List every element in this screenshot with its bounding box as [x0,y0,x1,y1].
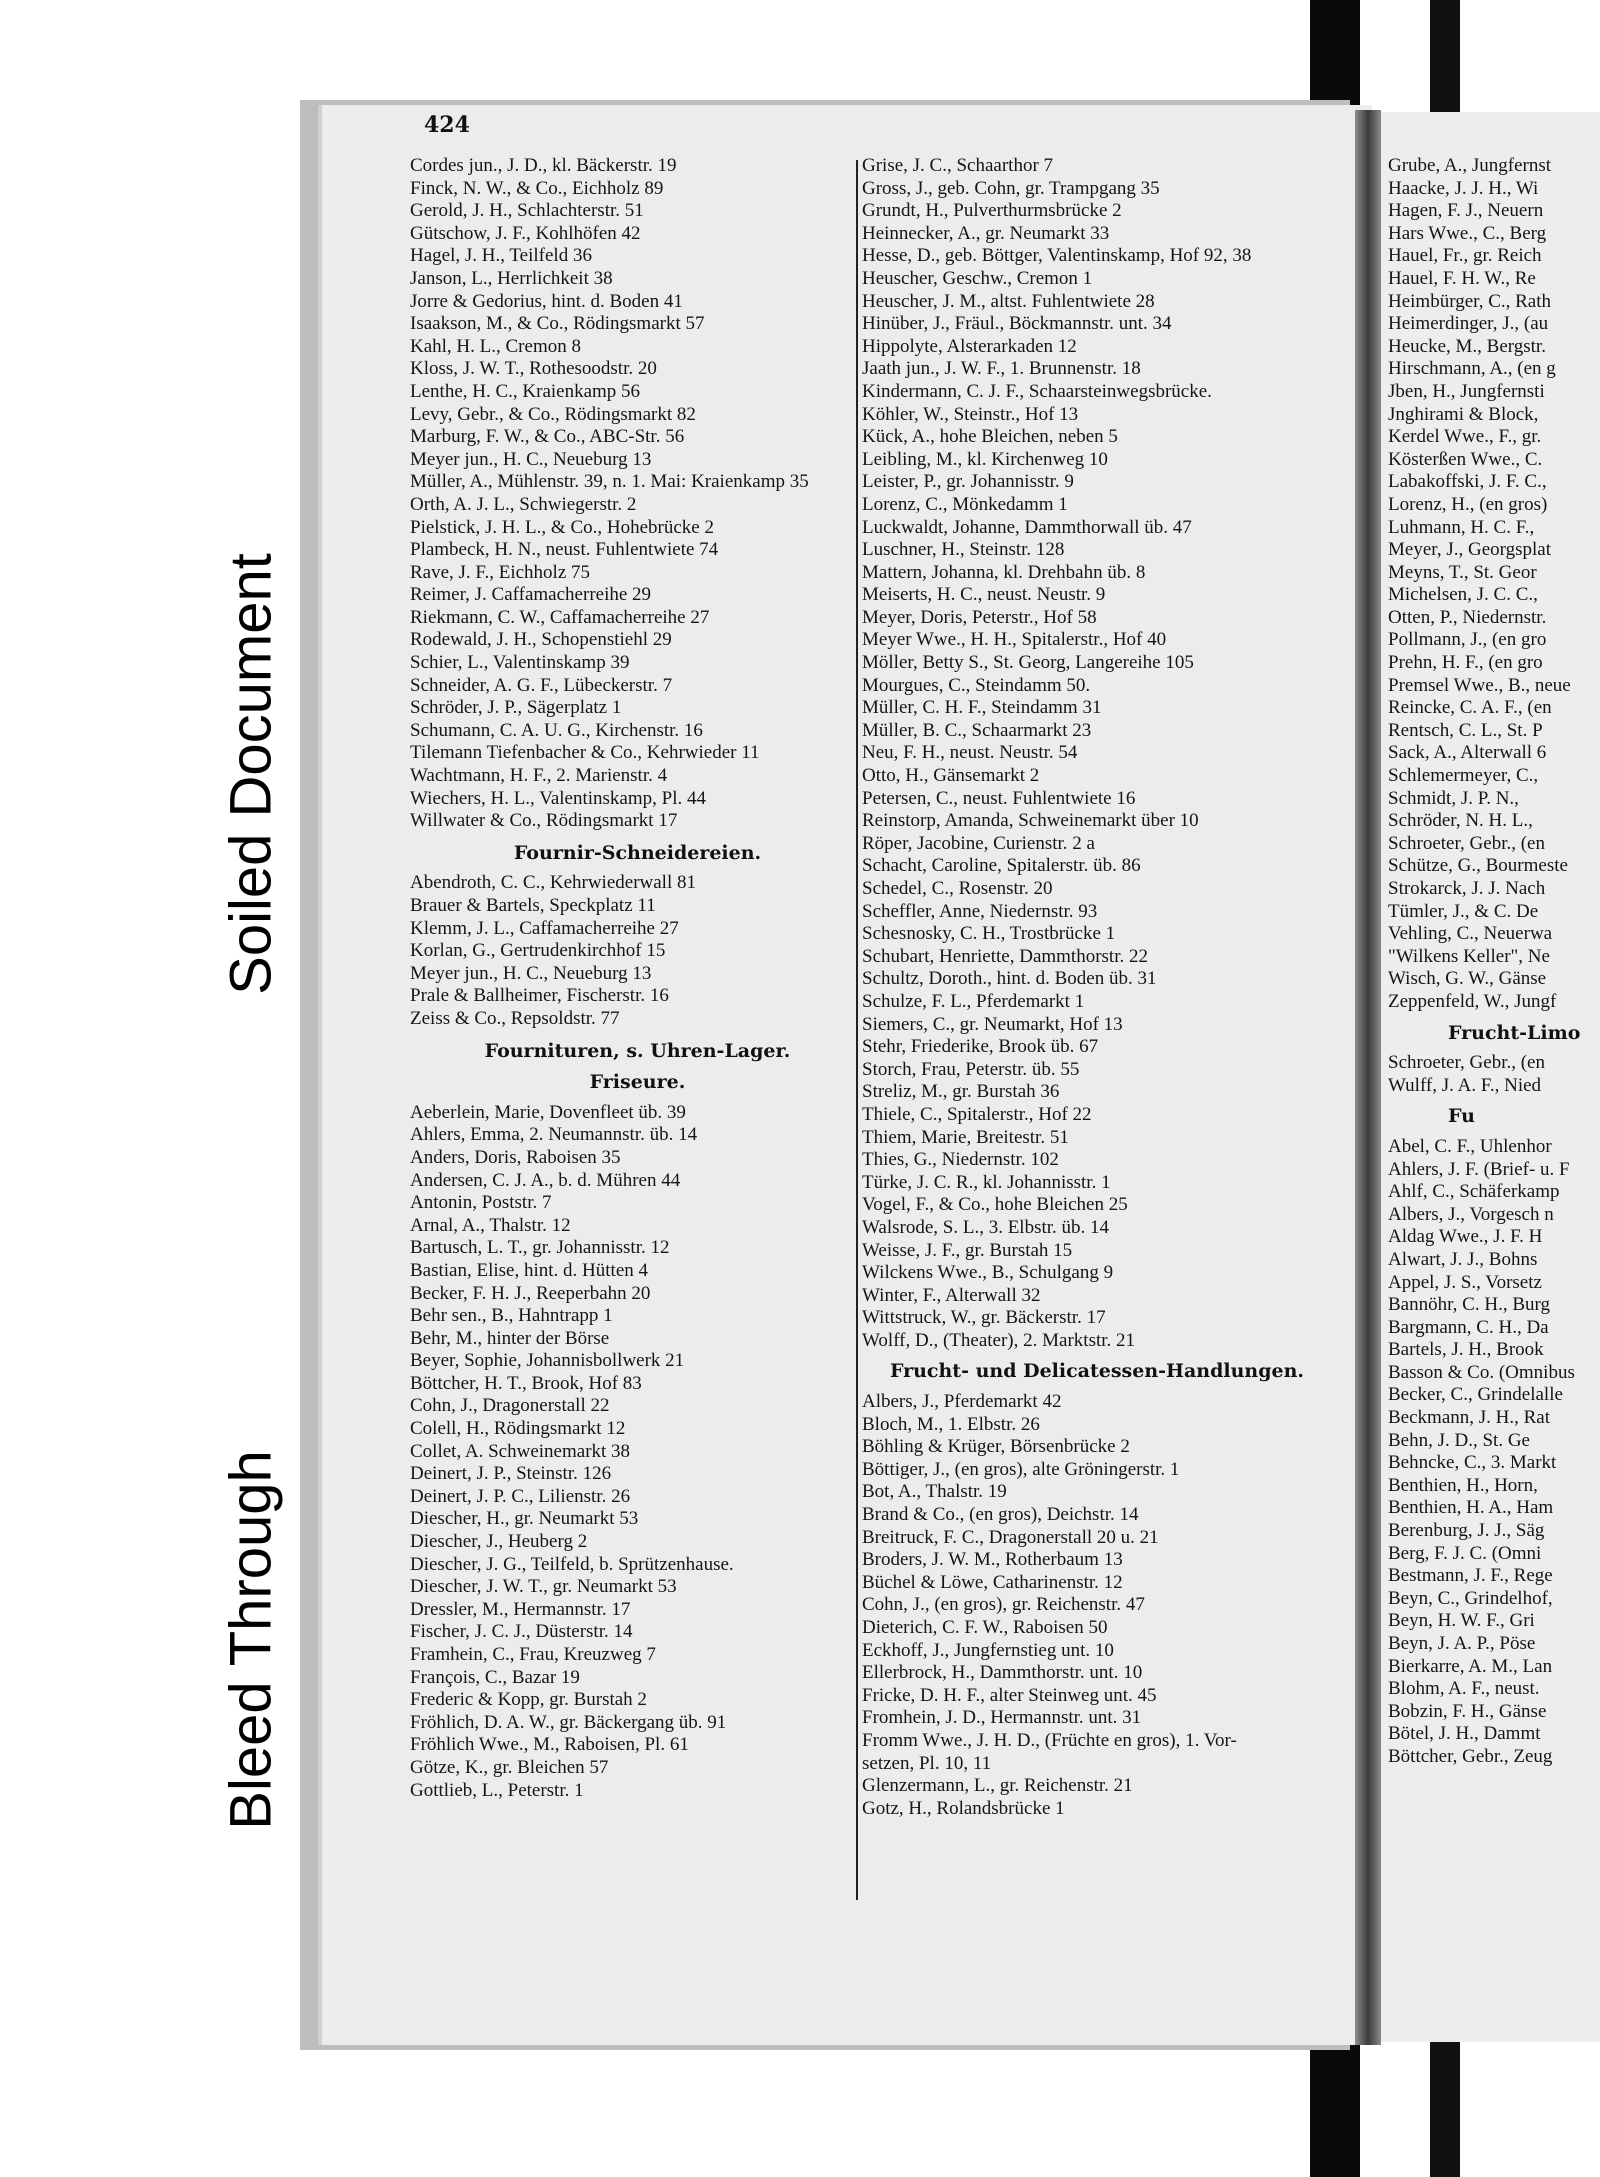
directory-entry: Tümler, J., & C. De [1388,900,1539,922]
directory-entry: Schneider, A. G. F., Lübeckerstr. 7 [410,674,673,696]
directory-entry: Diescher, J., Heuberg 2 [410,1531,588,1553]
directory-entry: Rodewald, J. H., Schopenstiehl 29 [410,629,672,651]
directory-entry: Ahlers, J. F. (Brief- u. F [1388,1158,1570,1180]
soiled-document-stamp [205,478,297,1070]
directory-entry: Cordes jun., J. D., kl. Bäckerstr. 19 [410,155,677,176]
directory-entry: Dieterich, C. F. W., Raboisen 50 [862,1617,1108,1638]
section-heading: Fournituren, s. Uhren-Lager. [484,1039,791,1062]
directory-entry: Appel, J. S., Vorsetz [1388,1271,1542,1293]
directory-entry: Scheffler, Anne, Niedernstr. 93 [862,900,1098,922]
directory-entry: Meyer jun., H. C., Neueburg 13 [410,962,652,984]
directory-entry: Thiem, Marie, Breitestr. 51 [862,1126,1069,1148]
directory-entry: Orth, A. J. L., Schwiegerstr. 2 [410,493,637,515]
directory-entry: Kindermann, C. J. F., Schaarsteinwegsbrücke. [862,380,1212,402]
directory-entry: Mourgues, C., Steindamm 50. [862,674,1091,696]
directory-entry: Gerold, J. H., Schlachterstr. 51 [410,200,644,222]
directory-entry: Prehn, H. F., (en gro [1388,652,1543,674]
directory-entry: Mattern, Johanna, kl. Drehbahn üb. 8 [862,561,1146,583]
directory-entry: Grundt, H., Pulverthurmsbrücke 2 [862,200,1122,222]
directory-entry: Bartusch, L. T., gr. Johannisstr. 12 [410,1237,670,1259]
directory-entry: Röper, Jacobine, Curienstr. 2 a [862,832,1095,854]
directory-entry: Framhein, C., Frau, Kreuzweg 7 [410,1644,656,1665]
directory-entry: Heucke, M., Bergstr. [1388,335,1546,357]
directory-entry: Gütschow, J. F., Kohlhöfen 42 [410,222,641,244]
directory-entry: Bobzin, F. H., Gänse [1388,1700,1547,1722]
directory-entry: Luckwaldt, Johanne, Dammthorwall üb. 47 [862,516,1192,538]
directory-entry: Wilckens Wwe., B., Schulgang 9 [862,1262,1114,1284]
directory-entry: Arnal, A., Thalstr. 12 [410,1214,571,1236]
directory-entry: Rentsch, C. L., St. P [1388,719,1543,741]
directory-entry: Dressler, M., Hermannstr. 17 [410,1598,631,1620]
directory-entry: Fricke, D. H. F., alter Steinweg unt. 45 [862,1684,1157,1706]
directory-entry: Hars Wwe., C., Berg [1388,222,1547,244]
directory-entry: Schröder, J. P., Sägerplatz 1 [410,697,622,719]
directory-entry: Vehling, C., Neuerwa [1388,923,1553,945]
directory-entry: Sack, A., Alterwall 6 [1388,742,1547,764]
directory-entry: Stehr, Friederike, Brook üb. 67 [862,1036,1099,1058]
directory-entry: Schröder, N. H. L., [1388,810,1533,832]
directory-entry: Hauel, F. H. W., Re [1388,267,1536,289]
directory-entry: setzen, Pl. 10, 11 [862,1752,992,1774]
directory-entry: Hirschmann, A., (en g [1388,358,1556,380]
directory-entry: Fröhlich, D. A. W., gr. Bäckergang üb. 91 [410,1711,727,1733]
directory-entry: Blohm, A. F., neust. [1388,1678,1540,1700]
directory-entry: Brand & Co., (en gros), Deichstr. 14 [862,1504,1139,1526]
directory-entry: Meiserts, H. C., neust. Neustr. 9 [862,584,1106,606]
directory-entry: Wachtmann, H. F., 2. Marienstr. 4 [410,765,668,787]
directory-entry: Marburg, F. W., & Co., ABC-Str. 56 [410,426,685,448]
directory-entry: Götze, K., gr. Bleichen 57 [410,1756,609,1778]
directory-entry: Grube, A., Jungfernst [1388,155,1552,176]
directory-entry: Otten, P., Niedernstr. [1388,606,1547,628]
directory-entry: Andersen, C. J. A., b. d. Mühren 44 [410,1169,681,1191]
directory-entry: Hinüber, J., Fräul., Böckmannstr. unt. 34 [862,313,1172,335]
directory-entry: Schier, L., Valentinskamp 39 [410,652,630,674]
directory-entry: Bartels, J. H., Brook [1388,1339,1544,1361]
directory-entry: Otto, H., Gänsemarkt 2 [862,765,1040,787]
directory-entry: Premsel Wwe., B., neue [1388,674,1571,696]
directory-entry: Abendroth, C. C., Kehrwiederwall 81 [410,872,696,894]
directory-entry: Böttcher, H. T., Brook, Hof 83 [410,1372,642,1394]
directory-entry: Klemm, J. L., Caffamacherreihe 27 [410,917,679,939]
directory-entry: Schulze, F. L., Pferdemarkt 1 [862,990,1085,1012]
directory-entry: Türke, J. C. R., kl. Johannisstr. 1 [862,1171,1111,1193]
directory-entry: Böttiger, J., (en gros), alte Gröningerstr. 1 [862,1458,1180,1480]
directory-entry: Siemers, C., gr. Neumarkt, Hof 13 [862,1013,1123,1035]
directory-entry: Leibling, M., kl. Kirchenweg 10 [862,448,1108,470]
directory-entry: Korlan, G., Gertrudenkirchhof 15 [410,940,666,962]
directory-entry: Behr sen., B., Hahntrapp 1 [410,1305,613,1327]
directory-entry: Köhler, W., Steinstr., Hof 13 [862,403,1079,425]
directory-entry: Aeberlein, Marie, Dovenfleet üb. 39 [410,1101,686,1123]
directory-entry: Müller, A., Mühlenstr. 39, n. 1. Mai: Kraienkamp 35 [410,471,809,493]
directory-entry: Beckmann, J. H., Rat [1388,1407,1551,1429]
directory-entry: Neu, F. H., neust. Neustr. 54 [862,742,1078,764]
directory-entry: Isaakson, M., & Co., Rödingsmarkt 57 [410,313,705,335]
directory-entry: Benthien, H. A., Ham [1388,1497,1554,1519]
directory-entry: Kerdel Wwe., F., gr. [1388,426,1542,448]
directory-entry: Rave, J. F., Eichholz 75 [410,561,591,583]
section-heading: Fu [1448,1105,1475,1128]
directory-entry: Schroeter, Gebr., (en [1388,832,1545,854]
directory-entry: Schlemermeyer, C., [1388,765,1539,787]
directory-entry: Finck, N. W., & Co., Eichholz 89 [410,177,664,199]
directory-entry: Hagen, F. J., Neuern [1388,200,1544,222]
directory-entry: Brauer & Bartels, Speckplatz 11 [410,895,656,916]
right-page-column [1388,155,1600,1769]
directory-entry: Fromhein, J. D., Hermannstr. unt. 31 [862,1707,1142,1729]
directory-entry: Haacke, J. J. H., Wi [1388,177,1539,199]
directory-entry: Bloch, M., 1. Elbstr. 26 [862,1413,1040,1435]
directory-entry: Beyer, Sophie, Johannisbollwerk 21 [410,1350,685,1372]
directory-entry: Eckhoff, J., Jungfernstieg unt. 10 [862,1639,1114,1661]
directory-entry: Vogel, F., & Co., hohe Bleichen 25 [862,1194,1128,1216]
directory-entry: Böttcher, Gebr., Zeug [1388,1745,1553,1767]
directory-entry: Storch, Frau, Peterstr. üb. 55 [862,1058,1080,1080]
directory-entry: Collet, A. Schweinemarkt 38 [410,1440,631,1462]
directory-entry: Hauel, Fr., gr. Reich [1388,245,1542,267]
directory-entry: Michelsen, J. C. C., [1388,584,1538,606]
directory-entry: Wisch, G. W., Gänse [1388,968,1547,990]
directory-entry: Cohn, J., (en gros), gr. Reichenstr. 47 [862,1594,1145,1616]
directory-entry: Antonin, Poststr. 7 [410,1192,552,1214]
directory-entry: Becker, C., Grindelalle [1388,1384,1563,1406]
directory-entry: Cohn, J., Dragonerstall 22 [410,1395,610,1417]
directory-entry: Pollmann, J., (en gro [1388,629,1547,651]
directory-entry: Schacht, Caroline, Spitalerstr. üb. 86 [862,855,1141,877]
directory-entry: Kloss, J. W. T., Rothesoodstr. 20 [410,358,657,380]
directory-entry: Behn, J. D., St. Ge [1388,1429,1530,1451]
directory-entry: Behr, M., hinter der Börse [410,1327,610,1349]
directory-entry: Schedel, C., Rosenstr. 20 [862,878,1053,899]
directory-entry: Meyer, J., Georgsplat [1388,539,1551,561]
directory-entry: Meyer, Doris, Peterstr., Hof 58 [862,606,1097,628]
directory-entry: Luschner, H., Steinstr. 128 [862,539,1065,561]
directory-entry: Berg, F. J. C. (Omni [1388,1542,1542,1564]
directory-entry: Hippolyte, Alsterarkaden 12 [862,335,1077,357]
directory-entry: Bot, A., Thalstr. 19 [862,1481,1007,1503]
directory-entry: Schesnosky, C. H., Trostbrücke 1 [862,923,1116,945]
column-divider [856,160,858,1900]
directory-entry: Bargmann, C. H., Da [1388,1316,1549,1338]
directory-entry: Kösterßen Wwe., C. [1388,448,1543,470]
directory-entry: Wulff, J. A. F., Nied [1388,1074,1542,1096]
directory-entry: Heinnecker, A., gr. Neumarkt 33 [862,222,1110,244]
directory-entry: Aldag Wwe., J. F. H [1388,1226,1543,1248]
directory-entry: Albers, J., Pferdemarkt 42 [862,1391,1062,1413]
directory-entry: Thies, G., Niedernstr. 102 [862,1149,1059,1171]
directory-entry: Lenthe, H. C., Kraienkamp 56 [410,380,641,402]
directory-entry: Schultz, Doroth., hint. d. Boden üb. 31 [862,968,1157,990]
directory-entry: Beyn, C., Grindelhof, [1388,1587,1553,1609]
directory-entry: Müller, C. H. F., Steindamm 31 [862,697,1102,719]
directory-entry: Jnghirami & Block, [1388,403,1539,425]
directory-entry: Jaath jun., J. W. F., 1. Brunnenstr. 18 [862,358,1141,380]
directory-entry: Schmidt, J. P. N., [1388,787,1519,809]
section-heading: Frucht-Limo [1448,1021,1581,1044]
directory-entry: Prale & Ballheimer, Fischerstr. 16 [410,985,669,1007]
directory-entry: Bastian, Elise, hint. d. Hütten 4 [410,1259,649,1281]
directory-entry: Lorenz, H., (en gros) [1388,493,1548,515]
directory-entry: Beyn, H. W. F., Gri [1388,1610,1535,1632]
directory-entry: Schütze, G., Bourmeste [1388,855,1568,877]
page-number: 424 [424,112,470,138]
directory-entry: Kück, A., hohe Bleichen, neben 5 [862,426,1118,448]
directory-entry: Willwater & Co., Rödingsmarkt 17 [410,810,678,832]
directory-entry: Diescher, H., gr. Neumarkt 53 [410,1508,639,1530]
section-heading: Frucht- und Delicatessen-Handlungen. [889,1360,1305,1383]
directory-entry: Wittstruck, W., gr. Bäckerstr. 17 [862,1307,1106,1329]
directory-entry: Abel, C. F., Uhlenhor [1388,1135,1552,1157]
directory-entry: Gross, J., geb. Cohn, gr. Trampgang 35 [862,177,1160,199]
directory-entry: Breitruck, F. C., Dragonerstall 20 u. 21 [862,1526,1159,1548]
directory-entry: Schumann, C. A. U. G., Kirchenstr. 16 [410,719,703,741]
directory-entry: Levy, Gebr., & Co., Rödingsmarkt 82 [410,403,696,425]
directory-entry: Fröhlich Wwe., M., Raboisen, Pl. 61 [410,1734,689,1756]
directory-entry: Böhling & Krüger, Börsenbrücke 2 [862,1436,1130,1458]
directory-entry: Hesse, D., geb. Böttger, Valentinskamp, Hof 92, 38 [862,245,1252,267]
directory-entry: Ahlf, C., Schäferkamp [1388,1181,1560,1203]
directory-entry: Basson & Co. (Omnibus [1388,1361,1575,1383]
directory-entry: Reinstorp, Amanda, Schweinemarkt über 10 [862,810,1199,832]
directory-entry: Thiele, C., Spitalerstr., Hof 22 [862,1103,1092,1125]
directory-entry: Reimer, J. Caffamacherreihe 29 [410,584,652,606]
directory-entry: Lorenz, C., Mönkedamm 1 [862,493,1068,515]
directory-entry: Walsrode, S. L., 3. Elbstr. üb. 14 [862,1216,1110,1238]
directory-entry: Müller, B. C., Schaarmarkt 23 [862,719,1092,741]
directory-entry: Grise, J. C., Schaarthor 7 [862,155,1054,176]
book-gutter [1355,110,1381,2045]
directory-entry: Janson, L., Herrlichkeit 38 [410,267,613,289]
directory-entry: Deinert, J. P., Steinstr. 126 [410,1463,612,1485]
directory-entry: Fischer, J. C. J., Düsterstr. 14 [410,1621,633,1643]
directory-entry: Deinert, J. P. C., Lilienstr. 26 [410,1485,631,1507]
directory-entry: Anders, Doris, Raboisen 35 [410,1146,621,1168]
directory-entry: Schubart, Henriette, Dammthorstr. 22 [862,945,1148,967]
directory-entry: Riekmann, C. W., Caffamacherreihe 27 [410,606,710,628]
left-column [410,155,865,1802]
directory-entry: Zeppenfeld, W., Jungf [1388,990,1557,1012]
directory-entry: Winter, F., Alterwall 32 [862,1284,1041,1306]
directory-entry: Meyer Wwe., H. H., Spitalerstr., Hof 40 [862,629,1167,651]
directory-entry: Strokarck, J. J. Nach [1388,878,1546,899]
directory-entry: Heuscher, Geschw., Cremon 1 [862,267,1093,289]
directory-entry: Bötel, J. H., Dammt [1388,1723,1541,1745]
directory-entry: Schroeter, Gebr., (en [1388,1052,1545,1074]
directory-entry: Meyer jun., H. C., Neueburg 13 [410,448,652,470]
directory-entry: Diescher, J. G., Teilfeld, b. Sprützenhause. [410,1553,734,1575]
directory-entry: Beyn, J. A. P., Pöse [1388,1633,1536,1654]
directory-entry: Behncke, C., 3. Markt [1388,1452,1557,1474]
directory-entry: Pielstick, J. H. L., & Co., Hohebrücke 2 [410,516,714,538]
directory-entry: Fromm Wwe., J. H. D., (Früchte en gros), 1. Vor- [862,1729,1237,1751]
directory-entry: Gottlieb, L., Peterstr. 1 [410,1779,584,1801]
directory-entry: Bannöhr, C. H., Burg [1388,1294,1550,1316]
directory-entry: Plambeck, H. N., neust. Fuhlentwiete 74 [410,539,719,561]
directory-entry: Möller, Betty S., St. Georg, Langereihe 105 [862,652,1194,674]
directory-entry: Benthien, H., Horn, [1388,1474,1538,1496]
directory-entry: "Wilkens Keller", Ne [1388,945,1550,967]
directory-entry: Ellerbrock, H., Dammthorstr. unt. 10 [862,1662,1143,1684]
directory-entry: Labakoffski, J. F. C., [1388,471,1547,493]
directory-entry: Bestmann, J. F., Rege [1388,1565,1553,1587]
directory-entry: François, C., Bazar 19 [410,1666,580,1688]
middle-column [862,155,1332,1820]
directory-entry: Broders, J. W. M., Rotherbaum 13 [862,1549,1123,1571]
directory-entry: Bierkarre, A. M., Lan [1388,1655,1553,1677]
directory-entry: Heimerdinger, J., (au [1388,313,1549,335]
directory-entry: Büchel & Löwe, Catharinenstr. 12 [862,1571,1123,1593]
directory-entry: Luhmann, H. C. F., [1388,516,1535,538]
directory-entry: Becker, F. H. J., Reeperbahn 20 [410,1282,651,1304]
directory-entry: Frederic & Kopp, gr. Burstah 2 [410,1689,647,1711]
directory-entry: Albers, J., Vorgesch n [1388,1203,1554,1225]
section-heading: Friseure. [589,1071,686,1094]
directory-entry: Wolff, D., (Theater), 2. Marktstr. 21 [862,1329,1136,1351]
directory-entry: Diescher, J. W. T., gr. Neumarkt 53 [410,1576,677,1598]
directory-entry: Wiechers, H. L., Valentinskamp, Pl. 44 [410,787,706,809]
directory-entry: Alwart, J. J., Bohns [1388,1248,1538,1270]
directory-entry: Gotz, H., Rolandsbrücke 1 [862,1797,1065,1819]
soiled-document-label: Soiled Document [218,553,284,995]
bleed-through-label: Bleed Through [218,1449,284,1830]
directory-entry: Jben, H., Jungfernsti [1388,380,1545,402]
directory-entry: Streliz, M., gr. Burstah 36 [862,1081,1060,1103]
directory-entry: Meyns, T., St. Geor [1388,561,1537,583]
directory-entry: Zeiss & Co., Repsoldstr. 77 [410,1007,620,1029]
directory-entry: Colell, H., Rödingsmarkt 12 [410,1418,626,1440]
directory-entry: Glenzermann, L., gr. Reichenstr. 21 [862,1775,1133,1797]
bleed-through-stamp [205,1352,297,1927]
directory-entry: Petersen, C., neust. Fuhlentwiete 16 [862,787,1136,809]
directory-entry: Leister, P., gr. Johannisstr. 9 [862,471,1074,493]
directory-entry: Hagel, J. H., Teilfeld 36 [410,245,592,267]
directory-entry: Jorre & Gedorius, hint. d. Boden 41 [410,290,683,312]
directory-entry: Berenburg, J. J., Säg [1388,1520,1545,1542]
directory-entry: Tilemann Tiefenbacher & Co., Kehrwieder 11 [410,742,760,764]
directory-entry: Heuscher, J. M., altst. Fuhlentwiete 28 [862,290,1155,312]
directory-entry: Ahlers, Emma, 2. Neumannstr. üb. 14 [410,1124,698,1146]
directory-entry: Reincke, C. A. F., (en [1388,697,1552,719]
directory-entry: Kahl, H. L., Cremon 8 [410,335,581,357]
directory-entry: Heimbürger, C., Rath [1388,290,1552,312]
directory-entry: Weisse, J. F., gr. Burstah 15 [862,1239,1073,1261]
section-heading: Fournir-Schneidereien. [513,841,762,864]
